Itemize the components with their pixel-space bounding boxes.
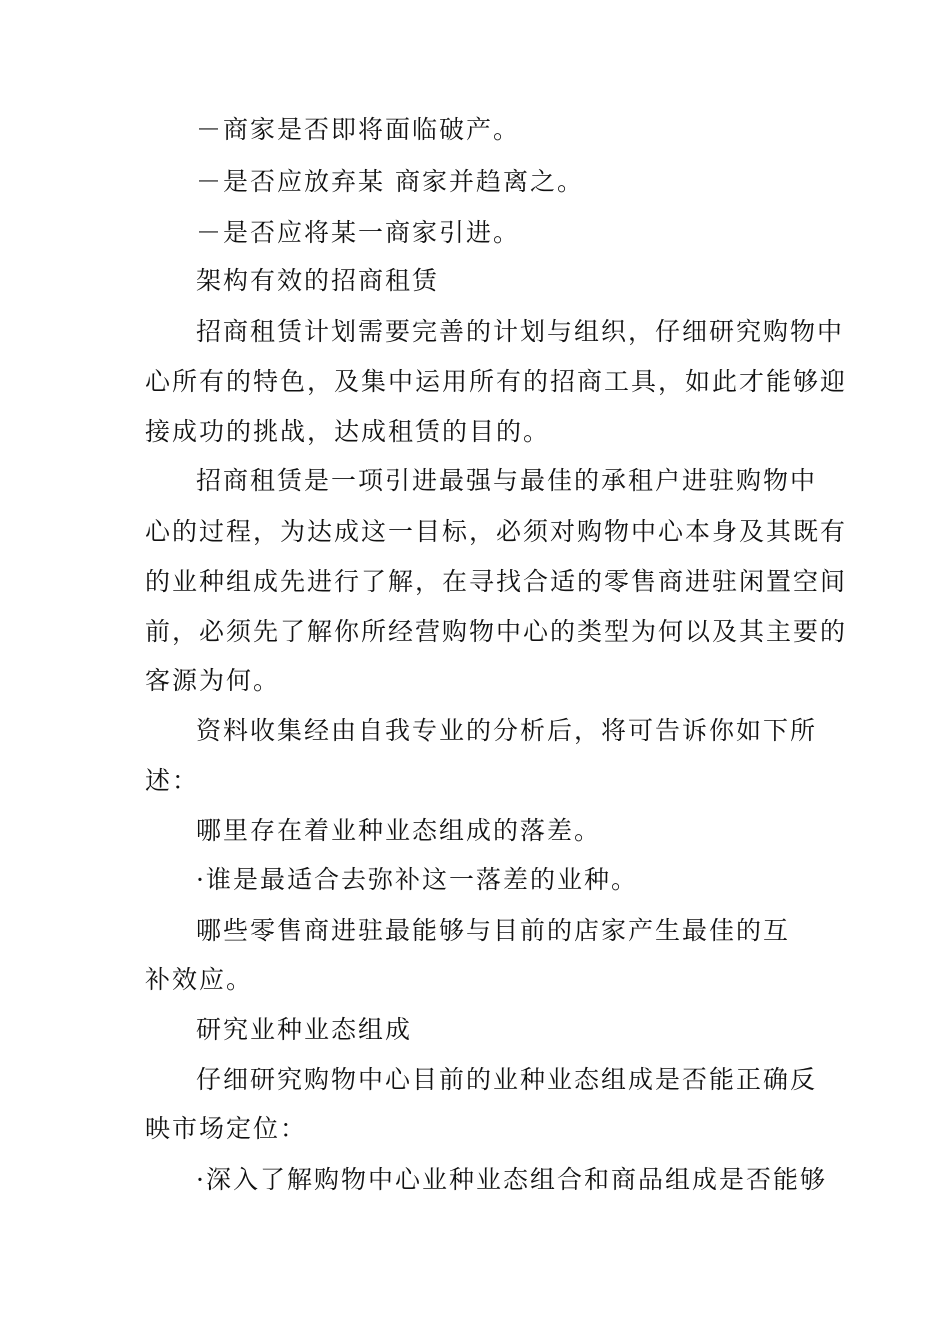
section-heading-leasing: 架构有效的招商租赁 — [196, 266, 440, 295]
paragraph-line: 述： — [145, 766, 200, 795]
paragraph-line: 心的过程，为达成这一目标，必须对购物中心本身及其既有 — [145, 517, 848, 546]
paragraph-line: 招商租赁计划需要完善的计划与组织，仔细研究购物中 — [196, 317, 845, 346]
paragraph-line: 前，必须先了解你所经营购物中心的类型为何以及其主要的 — [145, 617, 848, 646]
list-item: 哪些零售商进驻最能够与目前的店家产生最佳的互 — [196, 916, 791, 945]
paragraph-line: 接成功的挑战，达成租赁的目的。 — [145, 417, 551, 446]
paragraph-line: 招商租赁是一项引进最强与最佳的承租户进驻购物中 — [196, 466, 818, 495]
paragraph-line: 资料收集经由自我专业的分析后，将可告诉你如下所 — [196, 716, 818, 745]
list-item: ·谁是最适合去弥补这一落差的业种。 — [196, 865, 638, 894]
section-heading-composition: 研究业种业态组成 — [196, 1015, 413, 1044]
paragraph-line: 仔细研究购物中心目前的业种业态组成是否能正确反 — [196, 1065, 818, 1094]
list-item: 哪里存在着业种业态组成的落差。 — [196, 816, 602, 845]
paragraph-line: 的业种组成先进行了解，在寻找合适的零售商进驻闲置空间 — [145, 567, 848, 596]
paragraph-line: 映市场定位： — [145, 1114, 308, 1143]
paragraph-line: 客源为何。 — [145, 666, 281, 695]
bullet-line-abandon-merchant: －是否应放弃某 商家并趋离之。 — [196, 167, 584, 196]
bullet-line-bankruptcy: －商家是否即将面临破产。 — [196, 115, 521, 144]
paragraph-line: 心所有的特色，及集中运用所有的招商工具，如此才能够迎 — [145, 367, 848, 396]
list-item: ·深入了解购物中心业种业态组合和商品组成是否能够 — [196, 1165, 827, 1194]
bullet-line-introduce-merchant: －是否应将某一商家引进。 — [196, 218, 521, 247]
list-item-continuation: 补效应。 — [145, 965, 254, 994]
